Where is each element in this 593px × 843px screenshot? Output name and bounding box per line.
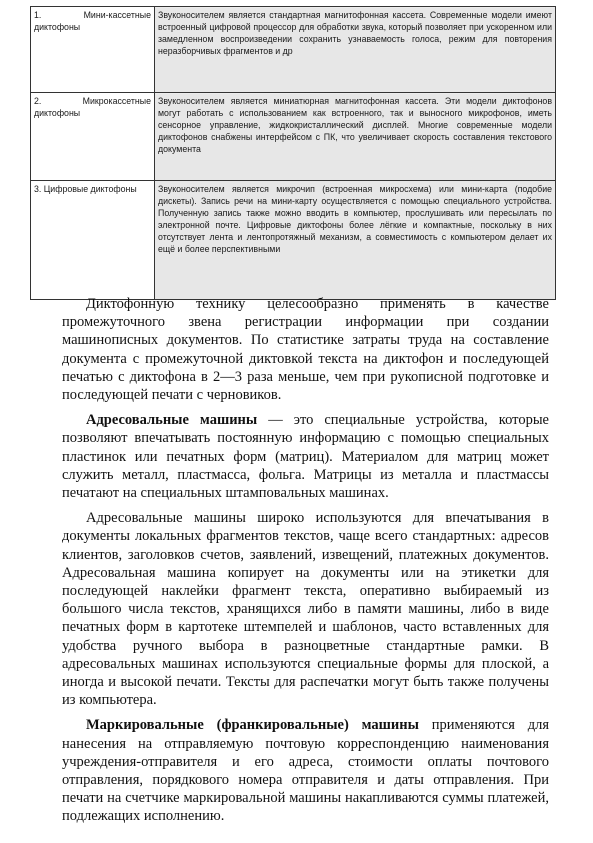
body-text [62,295,549,833]
paragraph-text: — это специальные устройства, которые позволяют впечатывать постоянную информацию с помощью специальных пластинок или печатных форм (матриц). Материалом для матриц может служить металл, пластмасса, фольга. Матрицы из металла и пластмассы печатают на специальных штамповальных машинах. [62,412,549,502]
dictaphone-description-cell: Звуконосителем является миниатюрная магнитофонная кассета. Эти модели диктофонов могут работать с использованием как встроенного, так и выносного микрофонов, иметь сенсорное управление, жидкокристаллический дисплей. Многие современные модели диктофонов снабжены интерфейсом с ПК, что увеличивает скорость составления текстового документа [155,93,556,181]
paragraph-marking-machines [62,716,549,825]
dictaphone-description-cell: Звуконосителем является микрочип (встроенная микросхема) или мини-карта (подобие дискеты). Запись речи на мини-карту осуществляется с помощью специального устройства. Полученную запись также можно вводить в компьютер, прослушивать или пересылать по электронной почте. Цифровые диктофоны более лёгкие и компактные, поскольку в них отсутствует лента и лентопротяжный механизм, а совместимость с компьютером делает их ещё и более перспективными [155,181,556,300]
paragraph-dictaphone-usage [62,295,549,404]
dictaphone-type-cell: 1. Мини-кассетные диктофоны [31,7,155,93]
paragraph-term: Адресовальные машины [86,412,258,429]
paragraph-addressing-usage [62,509,549,709]
dictaphone-type-cell: 3. Цифровые диктофоны [31,181,155,300]
paragraph-text: применяются для нанесения на отправляемую почтовую корреспонденцию наименования учреждения-отправителя и его адреса, стоимости оплаты почтового отправления, порядкового номера отправителя и даты отправления. При печати на счетчике маркировальной машины накапливаются суммы платежей, подлежащих исполнению. [62,717,549,825]
table-row [31,7,556,93]
table-row [31,181,556,300]
dictaphone-types-table [30,6,556,300]
table-row [31,93,556,181]
dictaphone-type-cell: 2. Микрокассетные диктофоны [31,93,155,181]
paragraph-text: Диктофонную технику целесообразно применять в качестве промежуточного звена регистрации информации при создании машинописных документов. По статистике затраты труда на составление документа с промежуточной диктовкой текста на диктофон и последующей печатью с диктофона в 2—3 раза меньше, чем при рукописной подготовке и последующей печати с черновиков. [62,296,549,404]
paragraph-text: Адресовальные машины широко используются для впечатывания в документы локальных фрагментов текстов, чаще всего стандартных: адресов клиентов, заголовков счетов, заявлений, извещений, платежных документов. Адресовальная машина копирует на документы или на этикетки для последующей наклейки фрагмент текста, оперативно выбираемый из большого числа текстов, хранящихся либо в памяти машины, либо в виде печатных форм в картотеке штемпелей и шаблонов, часто вставленных для удобства ручного выбора в разноцветные стандартные рамки. В адресовальных машинах используются специальные формы для плоской, а иногда и высокой печати. Тексты для распечатки могут быть также получены из компьютера. [62,510,549,709]
paragraph-addressing-machines [62,411,549,502]
dictaphone-description-cell: Звуконосителем является стандартная магнитофонная кассета. Современные модели имеют встроенный цифровой процессор для обработки звука, который позволяет при ускоренном или замедленном воспроизведении сохранить узнаваемость голоса, режим для повторения неразборчивых фрагментов и др [155,7,556,93]
paragraph-term: Маркировальные (франкировальные) машины [86,717,419,734]
